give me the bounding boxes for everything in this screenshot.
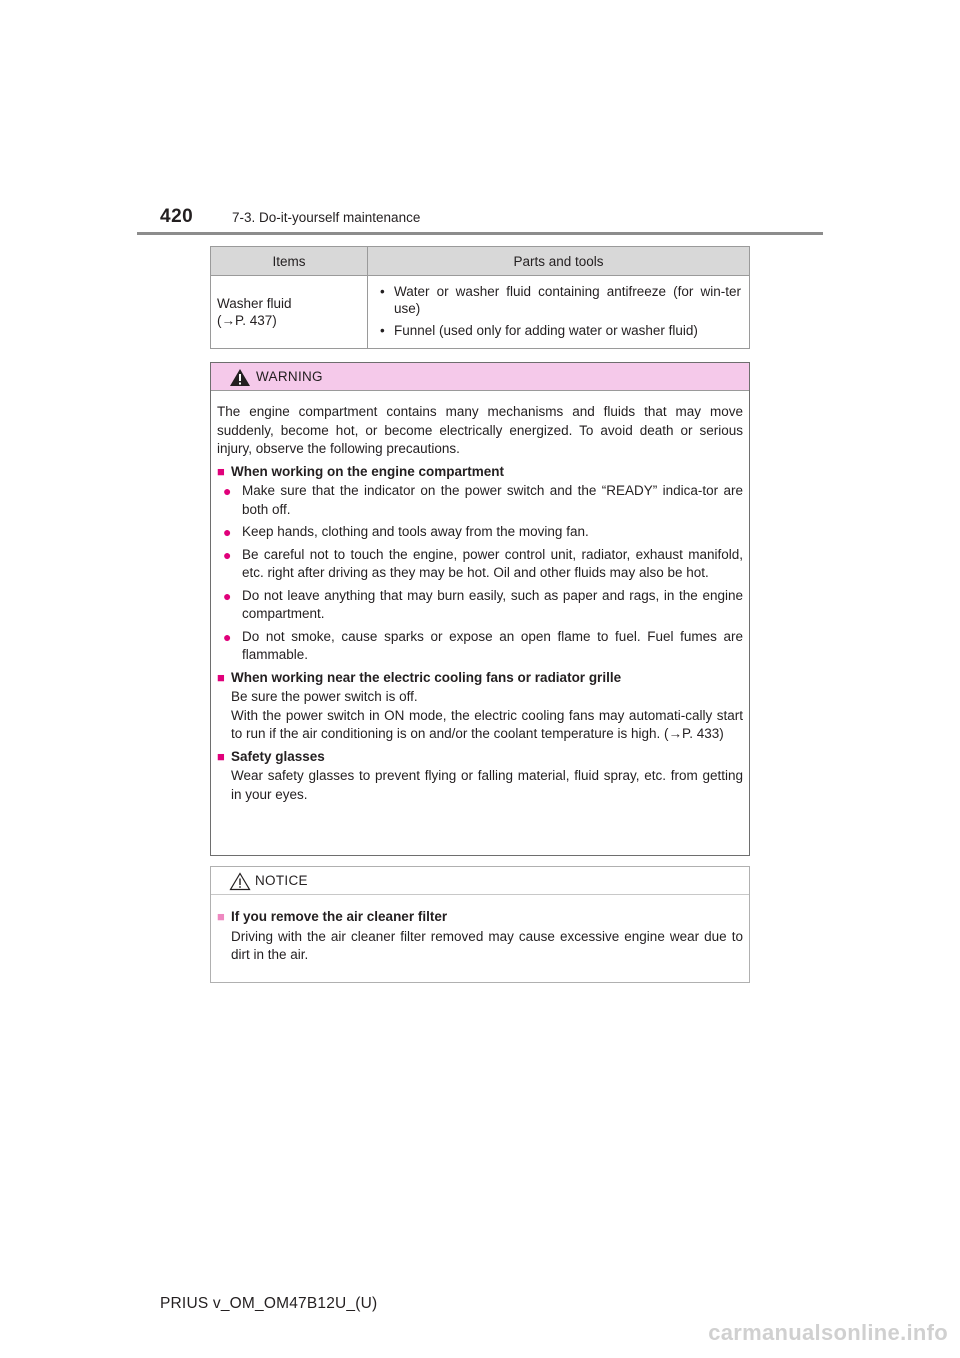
warning-section-heading: ■ When working near the electric cooling fans or radiator grille — [217, 669, 743, 688]
square-bullet-icon: ■ — [217, 669, 225, 685]
item-page-ref: (→P. 437) — [217, 313, 277, 328]
item-cell — [211, 276, 368, 349]
notice-text: Driving with the air cleaner filter removed may cause excessive engine wear due to dirt in the air. — [231, 928, 743, 962]
table-header-row — [211, 247, 750, 276]
circle-bullet-icon: ● — [223, 524, 232, 540]
tool-text: Water or washer fluid containing antifreeze (for win-ter use) — [394, 283, 741, 316]
warning-section-text: Be sure the power switch is off. — [231, 689, 418, 704]
watermark: carmanualsonline.info — [708, 1320, 948, 1345]
warning-triangle-icon — [229, 368, 251, 387]
item-name: Washer fluid — [217, 296, 292, 311]
warning-section-heading: ■ Safety glasses — [217, 748, 743, 767]
page-number: 420 — [160, 206, 194, 227]
warning-body — [211, 391, 749, 804]
warning-list-item: ● Do not smoke, cause sparks or expose an open flame to fuel. Fuel fumes are flammable. — [223, 628, 743, 665]
column-header-parts-and-tools: Parts and tools — [368, 247, 750, 276]
square-bullet-icon: ■ — [217, 909, 225, 924]
notice-body — [211, 895, 749, 965]
warning-list-item: ● Do not leave anything that may burn easily, such as paper and rags, in the engine compartment. — [223, 587, 743, 624]
circle-bullet-icon: ● — [223, 546, 232, 563]
circle-bullet-icon: ● — [223, 628, 232, 645]
tool-item — [380, 283, 741, 317]
square-bullet-icon: ■ — [217, 463, 225, 479]
tools-cell — [368, 276, 750, 349]
tool-item — [380, 322, 741, 339]
circle-bullet-icon: ● — [223, 587, 232, 604]
square-bullet-icon: ■ — [217, 748, 225, 764]
circle-bullet-icon: ● — [223, 483, 232, 499]
warning-section-text: Wear safety glasses to prevent flying or falling material, fluid spray, etc. from getting in your eyes. — [231, 768, 743, 802]
items-table — [210, 246, 750, 349]
footer-model-code: PRIUS v_OM_OM47B12U_(U) — [160, 1295, 378, 1312]
warning-section-text: With the power switch in ON mode, the electric cooling fans may automati-cally start to run if the air conditioning is on and/or the coolant temperature is high. (→P. 433) — [231, 707, 743, 741]
notice-box — [210, 866, 750, 983]
warning-list-item: ● Be careful not to touch the engine, power control unit, radiator, exhaust manifold, etc. right after driving as they may be hot. Oil and other fluids may also be hot. — [223, 546, 743, 583]
warning-list-item: ● Keep hands, clothing and tools away from the moving fan. — [223, 524, 589, 540]
section-title: 7-3. Do-it-yourself maintenance — [232, 210, 421, 225]
notice-label: NOTICE — [255, 873, 308, 888]
column-header-items: Items — [211, 247, 368, 276]
bullet-icon: • — [380, 283, 385, 299]
warning-intro: The engine compartment contains many mechanisms and fluids that may move suddenly, become hot, or become electrically energized. To avoid death or serious injury, observe the following precautions. — [217, 404, 743, 456]
tool-text: Funnel (used only for adding water or washer fluid) — [394, 322, 698, 338]
warning-header — [211, 363, 749, 391]
warning-section-heading: ■ When working on the engine compartment — [217, 463, 743, 482]
bullet-icon: • — [380, 322, 385, 338]
notice-header — [211, 867, 749, 895]
table-row — [211, 276, 750, 349]
header-rule — [137, 232, 823, 235]
notice-heading: ■ If you remove the air cleaner filter — [217, 908, 743, 927]
warning-label: WARNING — [256, 369, 323, 384]
notice-triangle-icon — [229, 872, 251, 891]
warning-box — [210, 362, 750, 856]
warning-list-item: ● Make sure that the indicator on the power switch and the “READY” indica-tor are both off. — [223, 482, 743, 519]
